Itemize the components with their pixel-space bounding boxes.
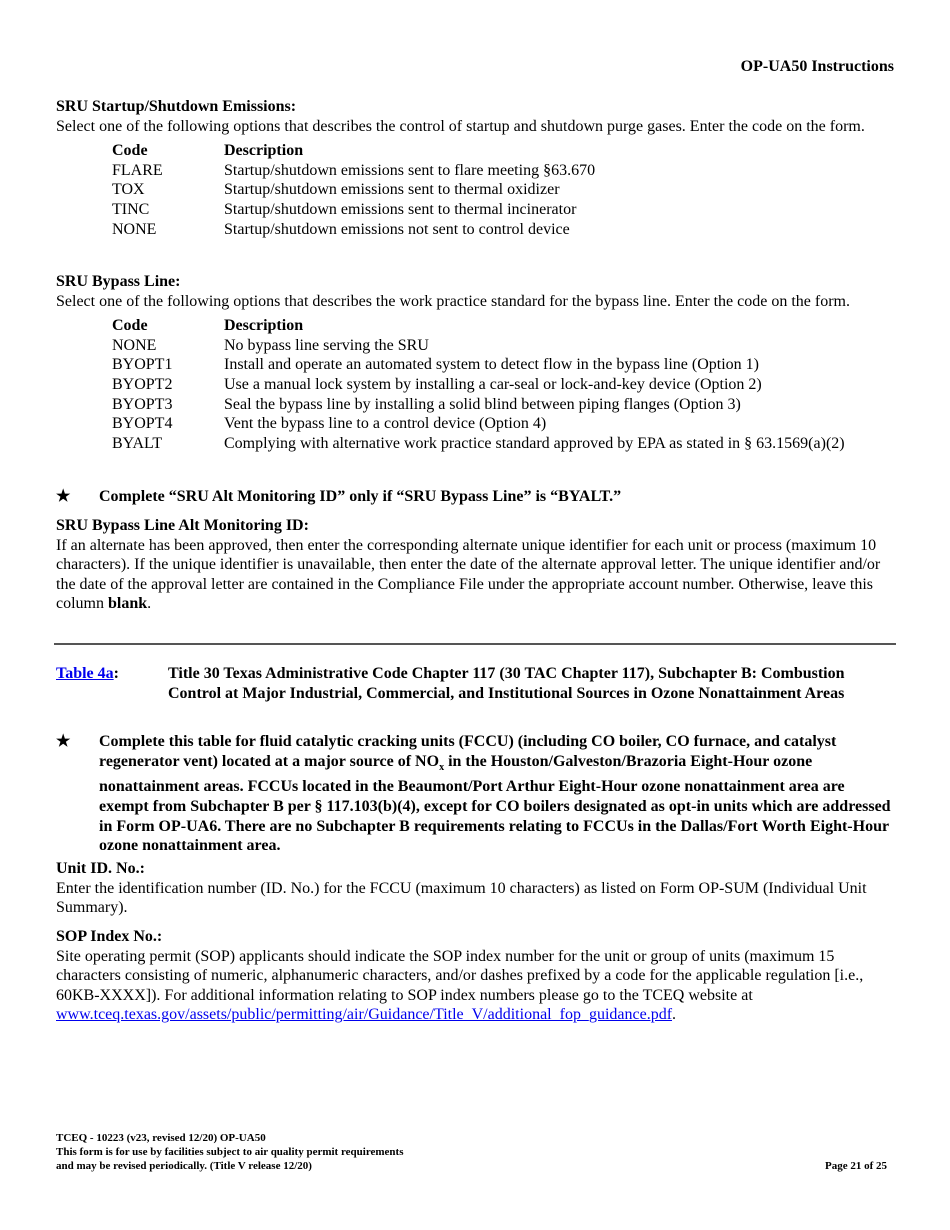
table-4a-link[interactable]: Table 4a: [56, 665, 114, 682]
unit-id-text: Enter the identification number (ID. No.) for the FCCU (maximum 10 characters) as listed on Form OP-SUM (Individual Unit Summary).: [56, 879, 867, 917]
star-note-text: Complete this table for fluid catalytic cracking units (FCCU) (including CO boiler, CO furnace, and catalyst regenerator vent) located at a major source of $NO_x$ in the Houston/Galveston/Brazoria Eight-Hour ozone nonattainment areas. FCCUs located in the Beaumont/Port Arthur Eight-Hour ozone nonattainment area are exempt from Subchapter B per § 117.103(b)(4), except for CO boilers designated as opt-in units which are addressed in Form OP-UA6. There are no Subchapter B requirements relating to FCCUs in the Dallas/Fort Worth Eight-Hour ozone nonattainment area.: [99, 733, 891, 855]
footer-note-1: This form is for use by facilities subject to air quality permit requirements: [56, 1146, 404, 1158]
alt-id-text: If an alternate has been approved, then enter the corresponding alternate unique identifier for each unit or process (maximum 10 characters). If the unique identifier is unavailable, then enter the date of the alternate approval letter. The unique identifier and/or the date of the approval letter are contained in the Compliance File under the appropriate account number. Otherwise, leave this column blank.: [56, 536, 881, 613]
table-row: [112, 180, 595, 200]
bypass-col-desc: Description: [224, 317, 304, 335]
description-cell: Complying with alternative work practice standard approved by EPA as stated in § 63.1569(a)(2): [224, 434, 845, 452]
star-icon: ★: [56, 733, 71, 750]
description-cell: Startup/shutdown emissions sent to flare meeting §63.670: [224, 161, 596, 179]
star-icon: ★: [56, 488, 71, 505]
page-number: Page 21 of 25: [824, 1160, 887, 1172]
description-cell: Startup/shutdown emissions sent to thermal incinerator: [224, 200, 577, 218]
startup-code-table: [112, 141, 595, 239]
bypass-heading: SRU Bypass Line:: [56, 273, 181, 290]
code-cell: BYOPT1: [112, 356, 173, 374]
table-row: [112, 414, 845, 434]
code-cell: TOX: [112, 181, 145, 199]
table-row: [112, 355, 845, 375]
sop-heading: SOP Index No.:: [56, 928, 163, 945]
code-cell: NONE: [112, 220, 157, 238]
table-row: [112, 220, 595, 240]
code-cell: BYALT: [112, 434, 163, 452]
startup-heading: SRU Startup/Shutdown Emissions:: [56, 98, 297, 115]
table-row: [112, 395, 845, 415]
table-row: [112, 336, 845, 356]
startup-col-code: Code: [112, 142, 148, 160]
table-4a-title-block: Table 4a: Title 30 Texas Administrative Code Chapter 117 (30 TAC Chapter 117), Subchapter B: Combustion Control at Major Industrial, Commercial, and Institutional Sources in Ozone Nonattainment Areas: [56, 664, 896, 703]
startup-intro: Select one of the following options that describes the control of startup and shutdown purge gases. Enter the code on the form.: [56, 117, 865, 135]
table-row: [112, 200, 595, 220]
star-note-text: Complete “SRU Alt Monitoring ID” only if “SRU Bypass Line” is “BYALT.”: [99, 488, 622, 505]
sop-section: [56, 927, 896, 1025]
star-note-alt-monitoring: [56, 487, 896, 507]
footer-note-2: and may be revised periodically. (Title V release 12/20): [56, 1160, 312, 1172]
description-cell: Vent the bypass line to a control device (Option 4): [224, 415, 547, 433]
code-cell: TINC: [112, 200, 150, 218]
table-row: [112, 161, 595, 181]
bypass-intro: Select one of the following options that describes the work practice standard for the bypass line. Enter the code on the form.: [56, 292, 850, 310]
description-cell: Use a manual lock system by installing a car-seal or lock-and-key device (Option 2): [224, 375, 762, 393]
footer-form-id: TCEQ - 10223 (v23, revised 12/20) OP-UA50: [56, 1132, 266, 1144]
description-cell: Seal the bypass line by installing a solid blind between piping flanges (Option 3): [224, 395, 741, 413]
startup-col-desc: Description: [224, 142, 304, 160]
blank-word: blank: [108, 595, 148, 613]
table-row: [112, 375, 845, 395]
description-cell: Install and operate an automated system to detect flow in the bypass line (Option 1): [224, 356, 759, 374]
unit-id-heading: Unit ID. No.:: [56, 860, 145, 877]
page-footer: [56, 1131, 896, 1173]
star-note-fccu: [56, 732, 896, 856]
code-cell: BYOPT2: [112, 375, 173, 393]
description-cell: Startup/shutdown emissions not sent to control device: [224, 220, 570, 238]
startup-section: [56, 97, 896, 239]
bypass-section: [56, 272, 896, 453]
sop-text: Site operating permit (SOP) applicants should indicate the SOP index number for the unit or group of units (maximum 15 characters consisting of numeric, alphanumeric characters, and/or dashes prefixed by a code for the applicable regulation [i.e., 60KB-XXXX]). For additional information relating to SOP index numbers please go to the TCEQ website at www.tceq.texas.gov/assets/public/permitting/air/Guidance/Title_V/additional_fop_guidance.pdf.: [56, 947, 864, 1024]
guidance-link[interactable]: www.tceq.texas.gov/assets/public/permitting/air/Guidance/Title_V/additional_fop_guidance.pdf: [56, 1006, 673, 1024]
alt-id-heading: SRU Bypass Line Alt Monitoring ID:: [56, 517, 309, 534]
code-cell: FLARE: [112, 161, 163, 179]
page-header-title: OP-UA50 Instructions: [740, 58, 894, 75]
code-cell: BYOPT4: [112, 415, 173, 433]
code-cell: BYOPT3: [112, 395, 173, 413]
description-cell: No bypass line serving the SRU: [224, 336, 429, 354]
description-cell: Startup/shutdown emissions sent to thermal oxidizer: [224, 181, 560, 199]
table-4a-title: Title 30 Texas Administrative Code Chapter 117 (30 TAC Chapter 117), Subchapter B: Combustion Control at Major Industrial, Commercial, and Institutional Sources in Ozone Nonattainment Areas: [168, 665, 845, 702]
bypass-code-table: [112, 316, 845, 453]
section-divider: [54, 643, 896, 645]
code-cell: NONE: [112, 336, 157, 354]
bypass-col-code: Code: [112, 317, 148, 335]
alt-id-section: [56, 516, 896, 614]
table-row: [112, 434, 845, 454]
unit-id-section: [56, 859, 896, 918]
